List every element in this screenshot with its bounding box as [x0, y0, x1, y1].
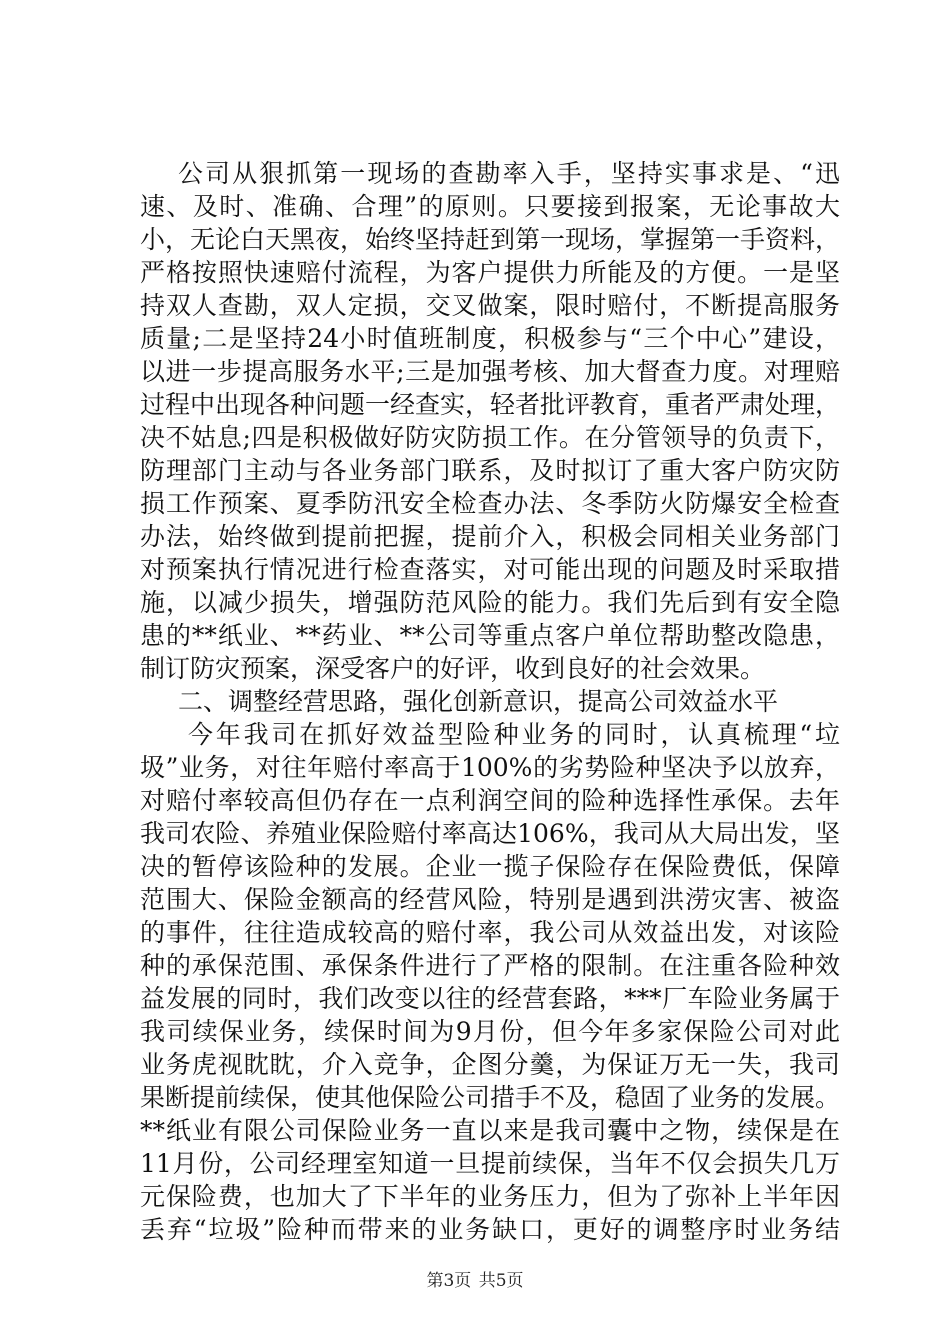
text-line: 速、及时、准确、合理”的原则。只要接到报案，无论事故大 — [140, 192, 840, 221]
page-footer — [0, 1266, 950, 1291]
text-line: 范围大、保险金额高的经营风险，特别是遇到洪涝灾害、被盗 — [140, 885, 840, 914]
text-line: 我司续保业务，续保时间为9月份，但今年多家保险公司对此 — [140, 1017, 840, 1046]
page-total: 共5页 — [478, 1271, 524, 1291]
text-line: 施，以减少损失，增强防范风险的能力。我们先后到有安全隐 — [140, 588, 840, 617]
text-line: **纸业有限公司保险业务一直以来是我司囊中之物，续保是在 — [140, 1116, 840, 1145]
text-line: 种的承保范围、承保条件进行了严格的限制。在注重各险种效 — [140, 951, 840, 980]
section-heading: 二、调整经营思路，强化创新意识，提高公司效益水平 — [178, 687, 779, 716]
page-number: 第3页 — [426, 1271, 472, 1291]
text-line: 公司从狠抓第一现场的查勘率入手，坚持实事求是、“迅 — [178, 159, 840, 188]
text-line: 的事件，往往造成较高的赔付率，我公司从效益出发，对该险 — [140, 918, 840, 947]
text-line: 过程中出现各种问题一经查实，轻者批评教育，重者严肃处理， — [140, 390, 841, 419]
text-line: 患的**纸业、**药业、**公司等重点客户单位帮助整改隐患， — [140, 621, 840, 650]
text-line: 决不姑息;四是积极做好防灾防损工作。在分管领导的负责下， — [140, 423, 840, 452]
text-line: 防理部门主动与各业务部门联系，及时拟订了重大客户防灾防 — [140, 456, 840, 485]
text-line: 对预案执行情况进行检查落实，对可能出现的问题及时采取措 — [140, 555, 840, 584]
text-line: 对赔付率较高但仍存在一点利润空间的险种选择性承保。去年 — [140, 786, 840, 815]
text-line: 今年我司在抓好效益型险种业务的同时，认真梳理“垃 — [188, 720, 840, 749]
text-line: 元保险费，也加大了下半年的业务压力，但为了弥补上半年因 — [140, 1182, 840, 1211]
text-line: 办法，始终做到提前把握，提前介入，积极会同相关业务部门 — [140, 522, 840, 551]
text-line: 我司农险、养殖业保险赔付率高达106%，我司从大局出发，坚 — [140, 819, 840, 848]
text-line: 圾”业务，对往年赔付率高于100%的劣势险种坚决予以放弃， — [140, 753, 840, 782]
text-line: 业务虎视眈眈，介入竞争，企图分羹，为保证万无一失，我司 — [140, 1050, 840, 1079]
text-line: 丢弃“垃圾”险种而带来的业务缺口，更好的调整序时业务结 — [140, 1215, 840, 1244]
text-line: 11月份，公司经理室知道一旦提前续保，当年不仅会损失几万 — [140, 1149, 840, 1178]
text-line: 益发展的同时，我们改变以往的经营套路，***厂车险业务属于 — [140, 984, 840, 1013]
text-line: 小，无论白天黑夜，始终坚持赶到第一现场，掌握第一手资料， — [140, 225, 841, 254]
text-line: 制订防灾预案，深受客户的好评，收到良好的社会效果。 — [140, 654, 766, 683]
text-line: 质量;二是坚持24小时值班制度，积极参与“三个中心”建设， — [140, 324, 840, 353]
text-line: 持双人查勘，双人定损，交叉做案，限时赔付，不断提高服务 — [140, 291, 840, 320]
body-text — [140, 157, 840, 1246]
text-line: 果断提前续保，使其他保险公司措手不及，稳固了业务的发展。 — [140, 1083, 841, 1112]
text-line: 决的暂停该险种的发展。企业一揽子保险存在保险费低，保障 — [140, 852, 840, 881]
text-line: 以进一步提高服务水平;三是加强考核、加大督查力度。对理赔 — [140, 357, 840, 386]
text-line: 严格按照快速赔付流程，为客户提供力所能及的方便。一是坚 — [140, 258, 840, 287]
text-line: 损工作预案、夏季防汛安全检查办法、冬季防火防爆安全检查 — [140, 489, 840, 518]
